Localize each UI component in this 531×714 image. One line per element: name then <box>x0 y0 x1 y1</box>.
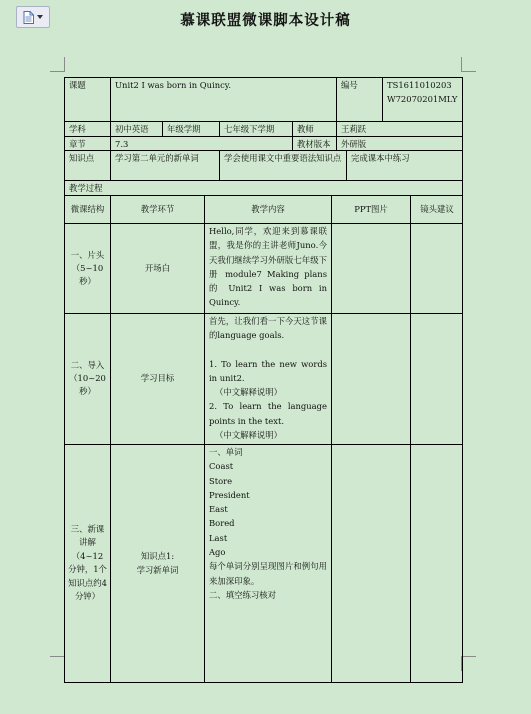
topic-label: 课题 <box>69 80 86 90</box>
crop-mark-bottom-left <box>50 656 65 671</box>
row-2-ppt <box>332 313 410 444</box>
code-value: TS1611010203W72070201MLY <box>387 80 458 105</box>
grade-label: 年级学期 <box>167 124 201 134</box>
content-line: 每个单词分别呈现图片和例句用来加深印象。 <box>209 561 327 586</box>
content-line: Bored <box>209 518 235 529</box>
content-line: Ago <box>209 547 226 558</box>
content-line: Last <box>209 532 228 543</box>
content-line: 2. To learn the language points in the text. <box>209 401 327 426</box>
kp-item-3: 完成课本中练习 <box>351 153 410 163</box>
content-line: 二、填空练习核对 <box>209 589 276 600</box>
row-2-content <box>205 313 331 444</box>
row-2-stage: 学习目标 <box>140 373 175 384</box>
content-line: East <box>209 504 228 515</box>
subject-label: 学科 <box>69 124 86 134</box>
subject-value: 初中英语 <box>115 124 149 134</box>
row-1-stage: 开场白 <box>144 262 171 273</box>
crop-mark-top-right <box>461 57 476 72</box>
teacher-label: 教师 <box>297 124 314 134</box>
chapter-label: 章节 <box>69 139 86 149</box>
content-line: （中文解释说明） <box>215 430 282 441</box>
grade-value: 七年级下学期 <box>224 124 275 134</box>
row-2-camera <box>411 313 463 444</box>
content-line: Hello,同学，欢迎来到慕课联盟，我是你的主讲老师Juno.今天我们继续学习外研版七年级下册 module7 Making plans 的 Unit2 I was born in Quincy. <box>209 226 327 308</box>
content-line: Coast <box>209 461 234 472</box>
content-line: 一、单词 <box>209 447 243 457</box>
content-line: （中文解释说明） <box>215 387 282 398</box>
content-line: Store <box>209 475 233 486</box>
content-line: 首先，让我们看一下今天这节课的language goals. <box>209 316 327 341</box>
header-content: 教学内容 <box>251 203 285 214</box>
kp-item-1: 学习第二单元的新单词 <box>115 153 199 163</box>
crop-mark-top-left <box>50 57 65 72</box>
edition-label: 教材版本 <box>297 139 331 149</box>
kp-label: 知识点 <box>69 153 95 163</box>
content-line: President <box>209 489 250 500</box>
row-3-stage: 知识点1: 学习新单词 <box>136 550 179 575</box>
row-1-structure: 一、片头（5~10秒） <box>70 249 105 286</box>
row-3-content <box>205 444 331 682</box>
edition-value: 外研版 <box>341 139 367 149</box>
header-structure: 微课结构 <box>70 204 105 214</box>
topic-value: Unit2 I was born in Quincy. <box>115 80 232 90</box>
content-line: 1. To learn the new words in unit2. <box>209 358 327 383</box>
crop-mark-bottom-right <box>461 656 476 671</box>
row-1-content <box>205 223 331 313</box>
row-3-ppt <box>332 444 410 682</box>
header-camera: 镜头建议 <box>420 203 454 214</box>
page-title: 慕课联盟微课脚本设计稿 <box>180 13 351 29</box>
content-line <box>209 343 327 357</box>
teacher-value: 王莉跃 <box>341 124 367 134</box>
row-2-structure: 二、导入（10~20秒） <box>69 360 106 396</box>
header-stage: 教学环节 <box>140 203 175 214</box>
row-1-camera <box>411 223 463 313</box>
row-3-camera <box>411 444 463 682</box>
code-label: 编号 <box>341 80 358 90</box>
row-1-ppt <box>332 223 410 313</box>
script-table <box>64 77 463 683</box>
process-label: 教学过程 <box>69 183 103 193</box>
chapter-value: 7.3 <box>115 139 129 149</box>
row-3-structure: 三、新课讲解（4~12分钟，1个知识点约4分钟） <box>68 523 107 601</box>
header-ppt: PPT图片 <box>354 203 388 214</box>
kp-item-2: 学会使用课文中重要语法知识点 <box>224 153 342 163</box>
